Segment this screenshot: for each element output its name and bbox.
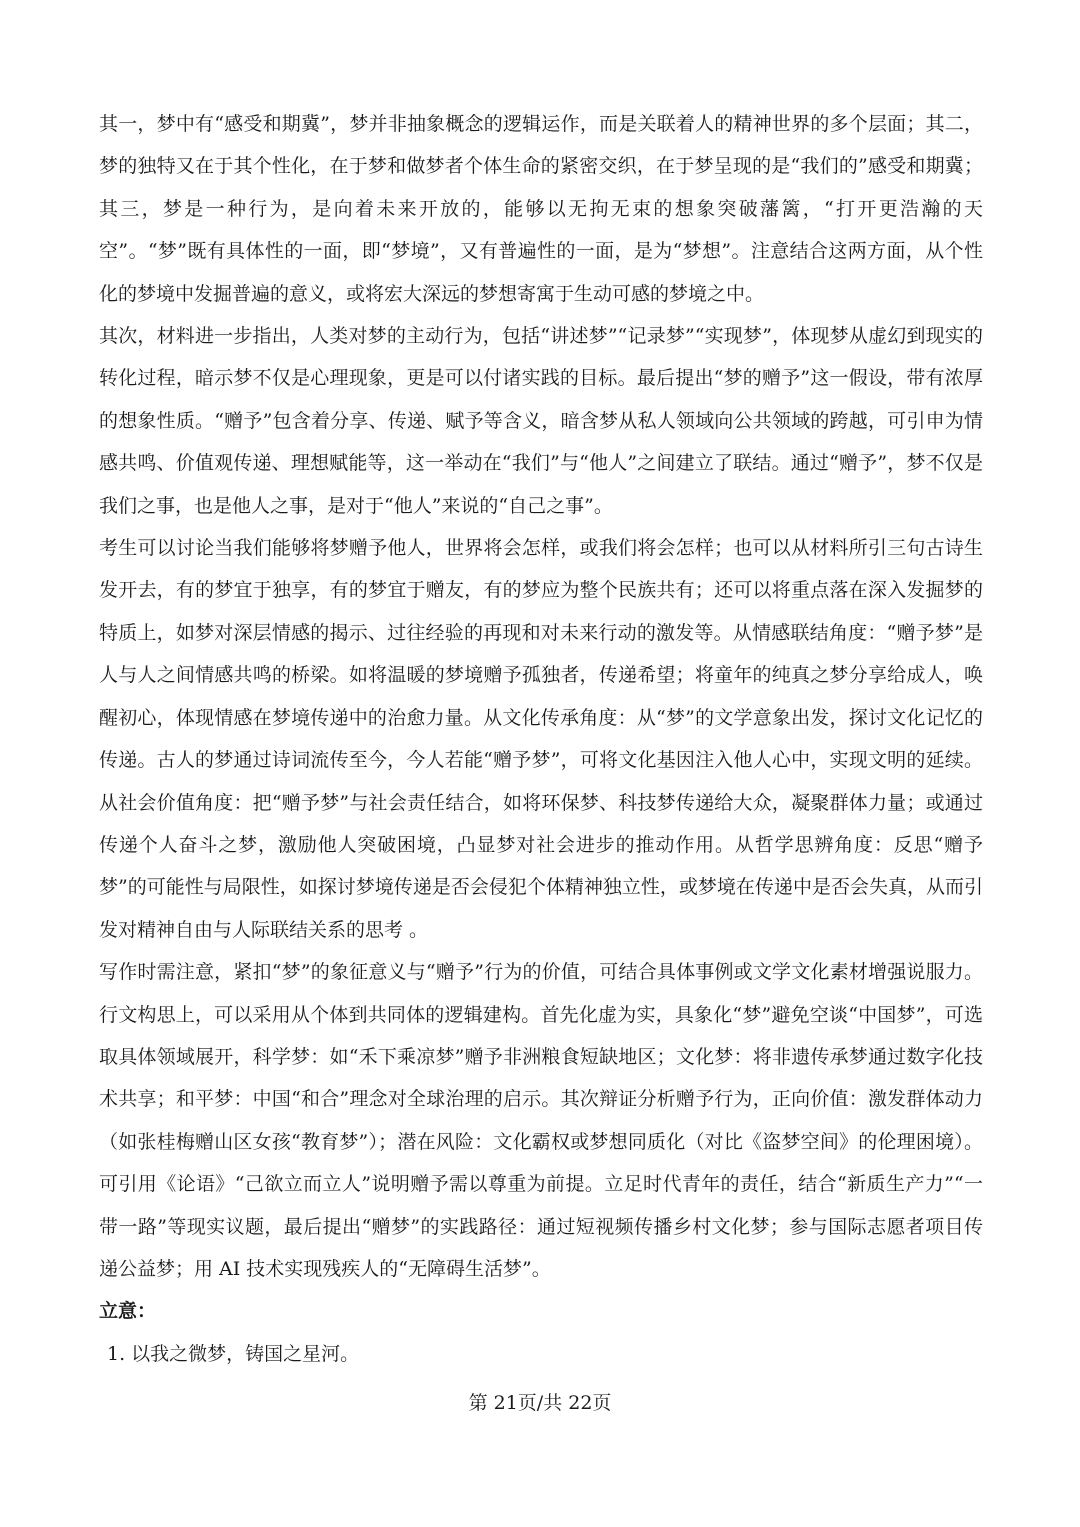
list-item: 1. 以我之微梦，铸国之星河。 [107, 1342, 360, 1365]
paragraph-3: 考生可以讨论当我们能够将梦赠予他人，世界将会怎样，或我们将会怎样；也可以从材料所引三句古诗生发开去，有的梦宜于独享，有的梦宜于赠友，有的梦应为整个民族共有；还可以将重点落在深入发掘梦的特质上，如梦对深层情感的揭示、过往经验的再现和对未来行动的激发等。从情感联结角度：“赠予梦”是人与人之间情感共鸣的桥梁。如将温暖的梦境赠予孤独者，传递希望；将童年的纯真之梦分享给成人，唤醒初心，体现情感在梦境传递中的治愈力量。从文化传承角度：从“梦”的文学意象出发，探讨文化记忆的传递。古人的梦通过诗词流传至今，今人若能“赠予梦”，可将文化基因注入他人心中，实现文明的延续。从社会价值角度：把“赠予梦”与社会责任结合，如将环保梦、科技梦传递给大众，凝聚群体力量；或通过传递个人奋斗之梦，激励他人突破困境，凸显梦对社会进步的推动作用。从哲学思辨角度：反思“赠予梦”的可能性与局限性，如探讨梦境传递是否会侵犯个体精神独立性，或梦境在传递中是否会失真，从而引发对精神自由与人际联结关系的思考 。 [99, 537, 983, 941]
document-body [99, 103, 983, 1375]
paragraph-2: 其次，材料进一步指出，人类对梦的主动行为，包括“讲述梦”“记录梦”“实现梦”，体现梦从虚幻到现实的转化过程，暗示梦不仅是心理现象，更是可以付诸实践的目标。最后提出“梦的赠予”这一假设，带有浓厚的想象性质。“赠予”包含着分享、传递、赋予等含义，暗含梦从私人领域向公共领域的跨越，可引申为情感共鸣、价值观传递、理想赋能等，这一举动在“我们”与“他人”之间建立了联结。通过“赠予”，梦不仅是我们之事，也是他人之事，是对于“他人”来说的“自己之事”。 [99, 325, 983, 517]
section-heading: 立意： [99, 1300, 157, 1323]
paragraph-4: 写作时需注意，紧扣“梦”的象征意义与“赠予”行为的价值，可结合具体事例或文学文化素材增强说服力。行文构思上，可以采用从个体到共同体的逻辑建构。首先化虚为实，具象化“梦”避免空谈“中国梦”，可选取具体领域展开，科学梦：如“禾下乘凉梦”赠予非洲粮食短缺地区；文化梦：将非遗传承梦通过数字化技术共享；和平梦：中国“和合”理念对全球治理的启示。其次辩证分析赠予行为，正向价值：激发群体动力（如张桂梅赠山区女孩“教育梦”）；潜在风险：文化霸权或梦想同质化（对比《盗梦空间》的伦理困境）。可引用《论语》“己欲立而立人”说明赠予需以尊重为前提。立足时代青年的责任，结合“新质生产力”“一带一路”等现实议题，最后提出“赠梦”的实践路径：通过短视频传播乡村文化梦；参与国际志愿者项目传递公益梦；用 AI 技术实现残疾人的“无障碍生活梦”。 [99, 961, 983, 1280]
paragraph-1: 其一，梦中有“感受和期冀”，梦并非抽象概念的逻辑运作，而是关联着人的精神世界的多个层面；其二，梦的独特又在于其个性化，在于梦和做梦者个体生命的紧密交织，在于梦呈现的是“我们的”感受和期冀；其三，梦是一种行为，是向着未来开放的，能够以无拘无束的想象突破藩篱，“打开更浩瀚的天空”。“梦”既有具体性的一面，即“梦境”，又有普遍性的一面，是为“梦想”。注意结合这两方面，从个性化的梦境中发掘普遍的意义，或将宏大深远的梦想寄寓于生动可感的梦境之中。 [99, 113, 983, 305]
page-footer: 第 21页/共 22页 [468, 1392, 612, 1414]
